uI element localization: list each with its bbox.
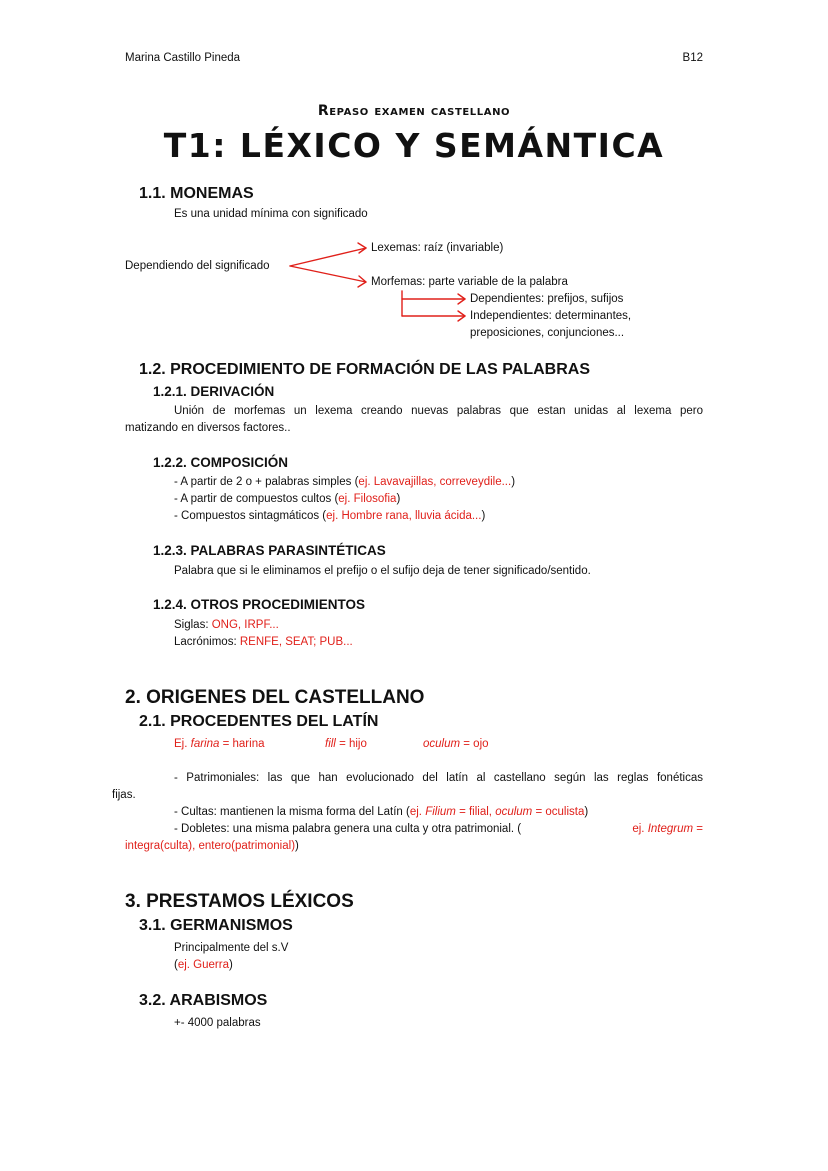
heading-germanismos: 3.1. GERMANISMOS xyxy=(139,917,293,934)
latin-example-2: fill = hijo xyxy=(325,738,367,750)
patrimoniales-text-1: - Patrimoniales: las que han evolucionado del latín al castellano según las reglas fonéticas xyxy=(174,772,703,784)
heading-otros: 1.2.4. OTROS PROCEDIMIENTOS xyxy=(153,597,366,612)
otros-lacronimos: Lacrónimos: RENFE, SEAT; PUB... xyxy=(174,636,353,648)
document-title: T1: LÉXICO Y SEMÁNTICA xyxy=(163,126,665,165)
heading-formacion: 1.2. PROCEDIMIENTO DE FORMACIÓN DE LAS PALABRAS xyxy=(139,361,590,378)
arrow-morfemas xyxy=(290,266,366,282)
composicion-item: - Compuestos sintagmáticos (ej. Hombre rana, lluvia ácida...) xyxy=(174,510,486,522)
heading-arabismos: 3.2. ARABISMOS xyxy=(139,992,268,1009)
otros-siglas: Siglas: ONG, IRPF... xyxy=(174,619,279,631)
diagram-morfemas: Morfemas: parte variable de la palabra xyxy=(371,276,568,288)
germanismos-example: (ej. Guerra) xyxy=(174,959,233,971)
arrowhead-lexemas xyxy=(358,243,366,253)
patrimoniales-text-2: fijas. xyxy=(112,789,136,801)
diagram-independientes-cont: preposiciones, conjunciones... xyxy=(470,327,625,339)
cultas-text: - Cultas: mantienen la misma forma del Latín (ej. Filium = filial, oculum = oculista) xyxy=(174,806,589,818)
heading-parasinteticas: 1.2.3. PALABRAS PARASINTÉTICAS xyxy=(153,543,386,558)
heading-origenes: 2. ORIGENES DEL CASTELLANO xyxy=(125,687,425,708)
derivacion-text-1: Unión de morfemas un lexema creando nuevas palabras que estan unidas al lexema pero xyxy=(174,405,703,417)
heading-prestamos: 3. PRESTAMOS LÉXICOS xyxy=(125,891,354,912)
monemas-definition: Es una unidad mínima con significado xyxy=(174,208,368,220)
diagram-independientes: Independientes: determinantes, xyxy=(470,310,632,322)
parasinteticas-text: Palabra que si le eliminamos el prefijo o el sufijo deja de tener significado/sentido. xyxy=(174,565,591,577)
diagram-dependientes: Dependientes: prefijos, sufijos xyxy=(470,293,624,305)
arrow-lexemas xyxy=(290,248,366,266)
header-author: Marina Castillo Pineda xyxy=(125,52,241,64)
diagram-lexemas: Lexemas: raíz (invariable) xyxy=(371,242,504,254)
heading-composicion: 1.2.2. COMPOSICIÓN xyxy=(153,455,289,470)
diagram-arrows xyxy=(0,0,828,400)
latin-example-3: oculum = ojo xyxy=(423,738,489,750)
diagram-source: Dependiendo del significado xyxy=(125,260,270,272)
heading-monemas: 1.1. MONEMAS xyxy=(139,185,254,202)
germanismos-text: Principalmente del s.V xyxy=(174,942,289,954)
header-code: B12 xyxy=(682,52,703,64)
latin-example-1: Ej. farina = harina xyxy=(174,738,265,750)
heading-latin: 2.1. PROCEDENTES DEL LATÍN xyxy=(139,713,379,730)
dobletes-text-1: - Dobletes: una misma palabra genera una culta y otra patrimonial. ( ej. Integrum = xyxy=(174,823,703,835)
document-kicker: Repaso examen castellano xyxy=(317,103,511,119)
derivacion-text-2: matizando en diversos factores.. xyxy=(125,422,291,434)
arabismos-text: +- 4000 palabras xyxy=(174,1017,261,1029)
dobletes-text-2: integra(culta), entero(patrimonial)) xyxy=(125,840,299,852)
composicion-item: - A partir de 2 o + palabras simples (ej. Lavavajillas, correveydile...) xyxy=(174,476,516,488)
composicion-item: - A partir de compuestos cultos (ej. Filosofia) xyxy=(174,493,401,505)
heading-derivacion: 1.2.1. DERIVACIÓN xyxy=(153,384,275,399)
